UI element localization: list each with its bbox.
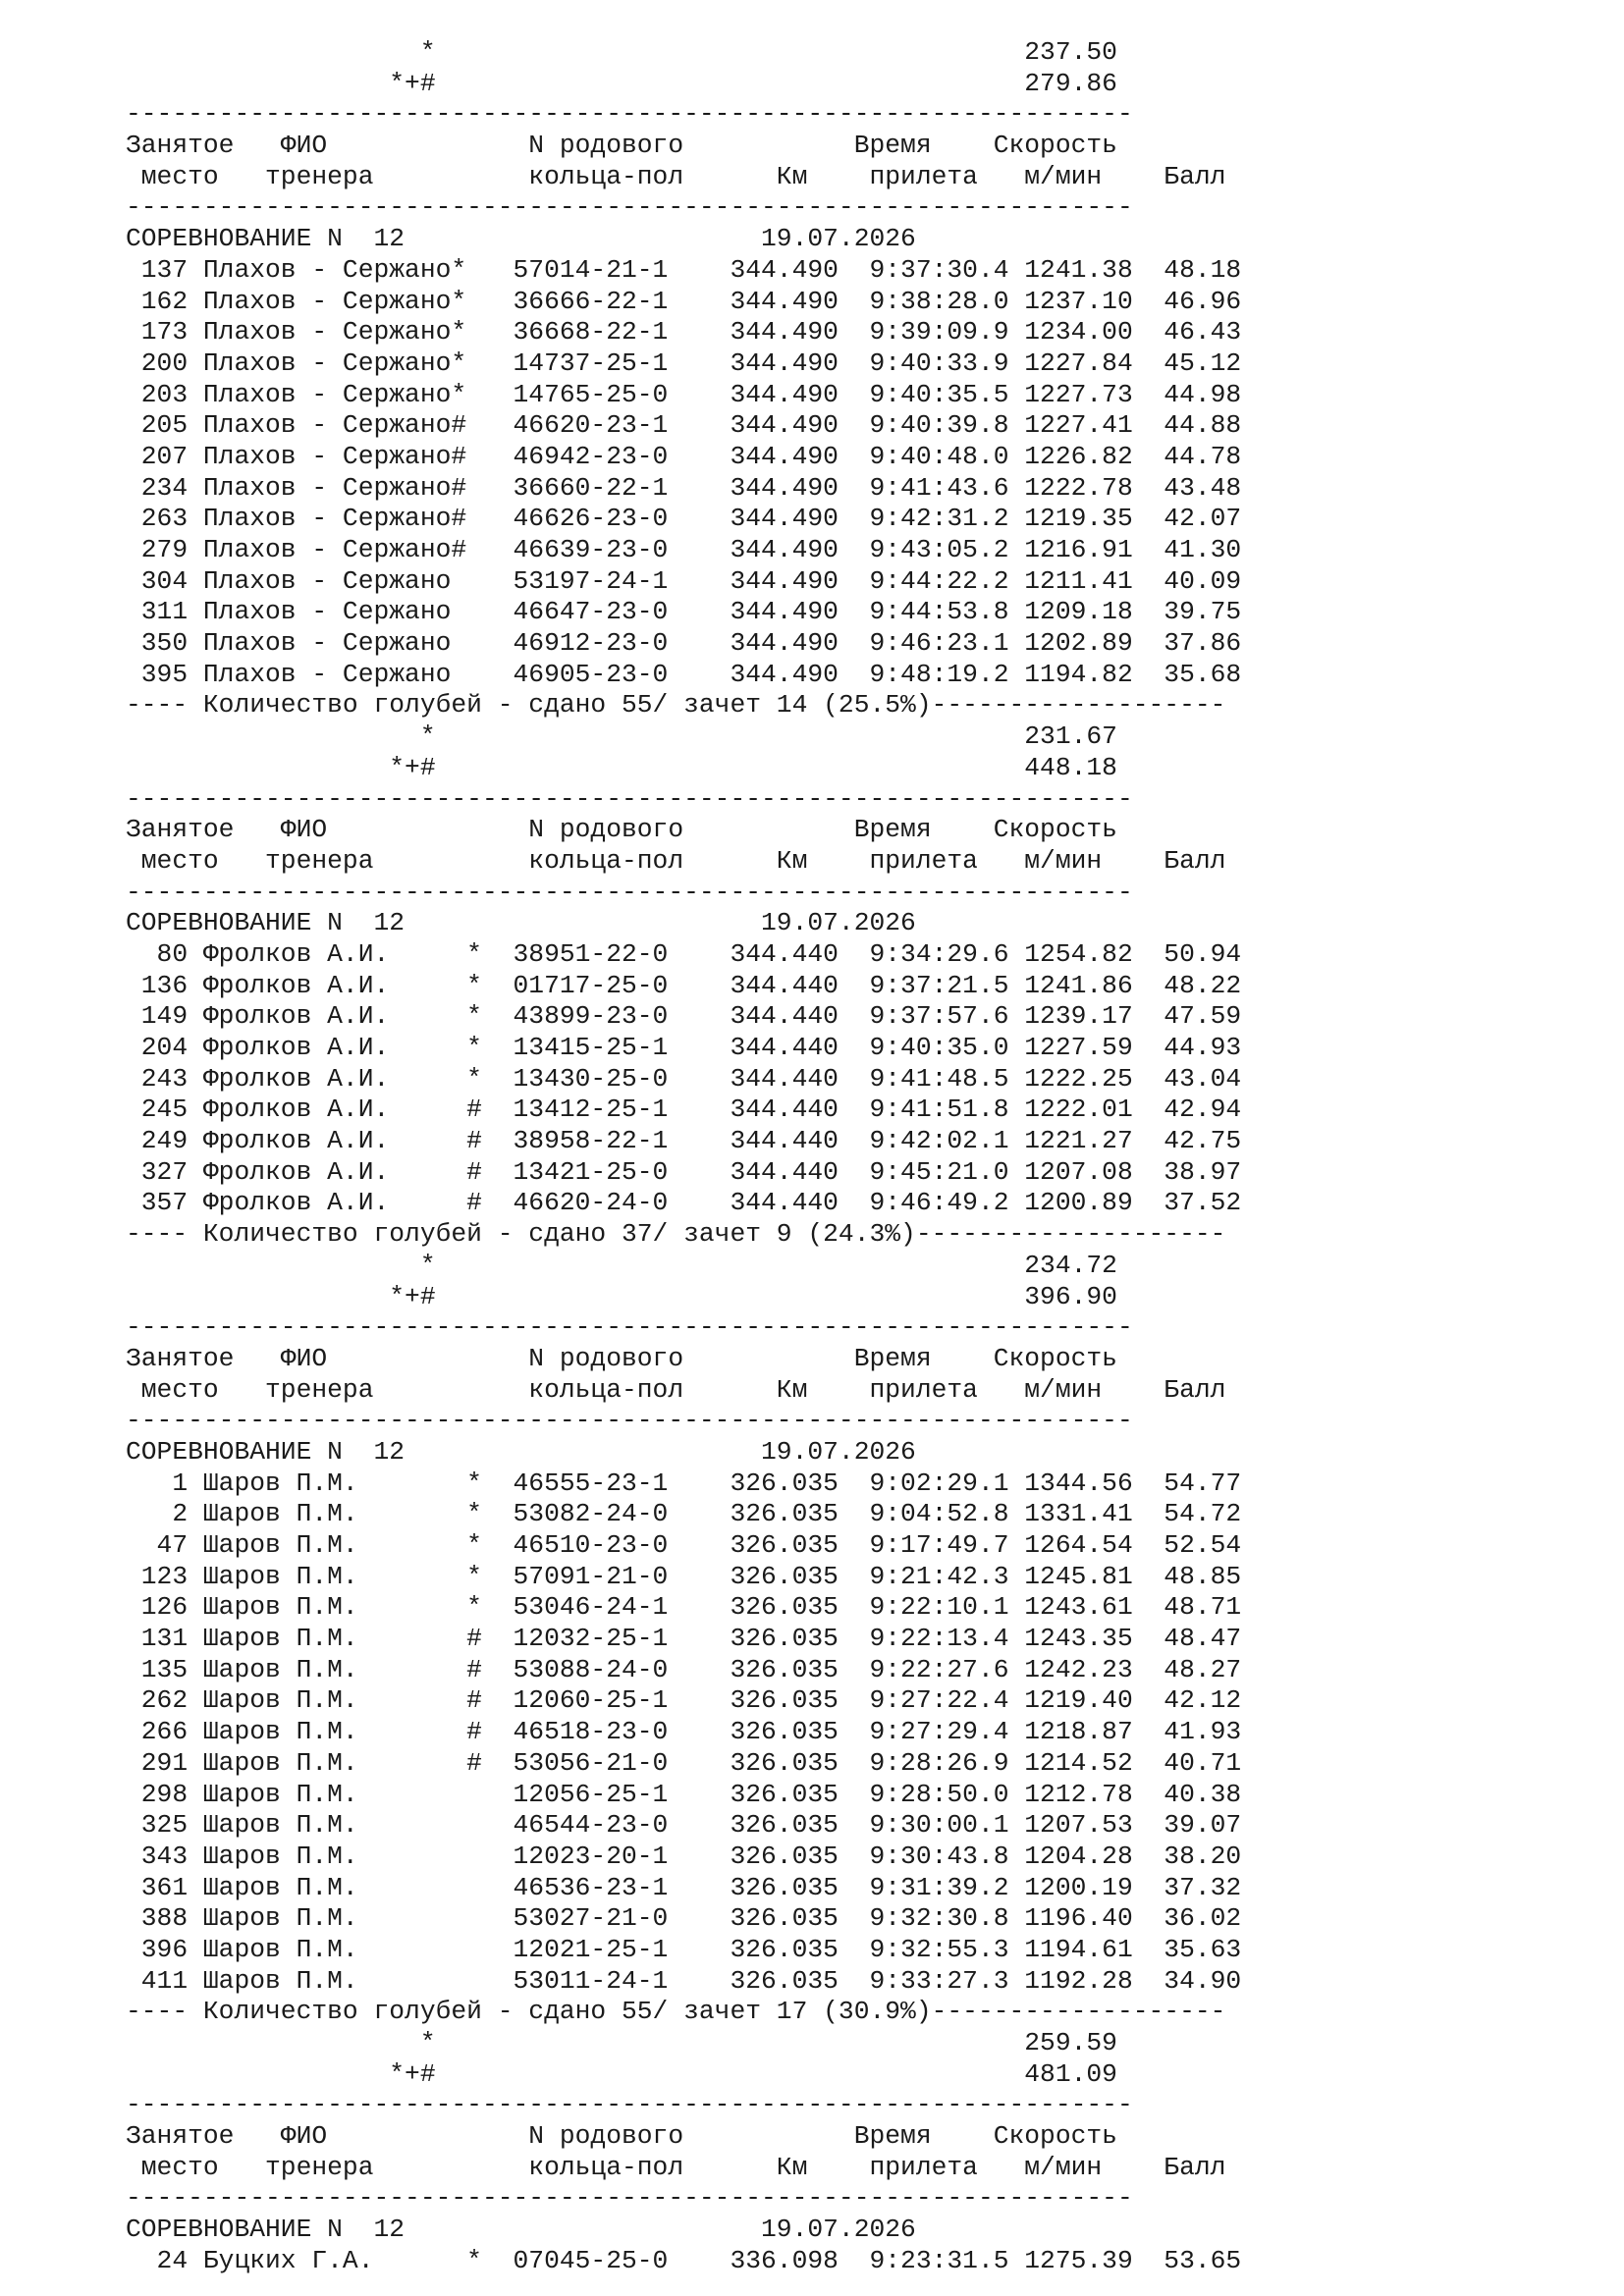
- result-row: 203 Плахов - Сержано* 14765-25-0 344.490 9:40:35.5 1227.73 44.98: [126, 379, 1242, 409]
- column-header-row: Занятое ФИО N родового Время Скорость: [126, 2121, 1117, 2152]
- result-row: 131 Шаров П.М. # 12032-25-1 326.035 9:22:13.4 1243.35 48.47: [126, 1624, 1242, 1654]
- result-row: 149 Фролков А.И. * 43899-23-0 344.440 9:37:57.6 1239.17 47.59: [126, 1001, 1242, 1032]
- result-row: 162 Плахов - Сержано* 36666-22-1 344.490 9:38:28.0 1237.10 46.96: [126, 286, 1242, 316]
- result-row: 136 Фролков А.И. * 01717-25-0 344.440 9:37:21.5 1241.86 48.22: [126, 970, 1242, 1000]
- results-printout: [126, 37, 1241, 2277]
- result-row: 245 Фролков А.И. # 13412-25-1 344.440 9:41:51.8 1222.01 42.94: [126, 1095, 1242, 1125]
- separator-line: -----------------------------------------------------------------: [126, 783, 1133, 814]
- result-row: 357 Фролков А.И. # 46620-24-0 344.440 9:46:49.2 1200.89 37.52: [126, 1188, 1242, 1218]
- total-line: *+# 279.86: [126, 68, 1117, 98]
- result-row: 298 Шаров П.М. 12056-25-1 326.035 9:28:50.0 1212.78 40.38: [126, 1779, 1242, 1809]
- result-row: 343 Шаров П.М. 12023-20-1 326.035 9:30:43.8 1204.28 38.20: [126, 1841, 1242, 1871]
- total-line: * 231.67: [126, 721, 1117, 752]
- separator-line: -----------------------------------------------------------------: [126, 2183, 1133, 2214]
- column-header-row: место тренера кольца-пол Км прилета м/мин Балл: [126, 1374, 1226, 1405]
- column-header-row: место тренера кольца-пол Км прилета м/мин Балл: [126, 161, 1226, 191]
- total-line: *+# 448.18: [126, 752, 1117, 782]
- result-row: 135 Шаров П.М. # 53088-24-0 326.035 9:22:27.6 1242.23 48.27: [126, 1654, 1242, 1684]
- result-row: 234 Плахов - Сержано# 36660-22-1 344.490 9:41:43.6 1222.78 43.48: [126, 472, 1242, 503]
- result-row: 411 Шаров П.М. 53011-24-1 326.035 9:33:27.3 1192.28 34.90: [126, 1965, 1242, 1996]
- result-row: 291 Шаров П.М. # 53056-21-0 326.035 9:28:26.9 1214.52 40.71: [126, 1747, 1242, 1778]
- competition-header: СОРЕВНОВАНИЕ N 12 19.07.2026: [126, 2215, 916, 2245]
- result-row: 263 Плахов - Сержано# 46626-23-0 344.490 9:42:31.2 1219.35 42.07: [126, 504, 1242, 534]
- result-row: 304 Плахов - Сержано 53197-24-1 344.490 9:44:22.2 1211.41 40.09: [126, 565, 1242, 596]
- column-header-row: Занятое ФИО N родового Время Скорость: [126, 1343, 1117, 1373]
- separator-line: -----------------------------------------------------------------: [126, 2090, 1133, 2120]
- result-row: 266 Шаров П.М. # 46518-23-0 326.035 9:27:29.4 1218.87 41.93: [126, 1717, 1242, 1747]
- result-row: 395 Плахов - Сержано 46905-23-0 344.490 9:48:19.2 1194.82 35.68: [126, 659, 1242, 689]
- summary-line: ---- Количество голубей - сдано 37/ зачет 9 (24.3%)--------------------: [126, 1219, 1226, 1250]
- result-row: 123 Шаров П.М. * 57091-21-0 326.035 9:21:42.3 1245.81 48.85: [126, 1561, 1242, 1591]
- separator-line: -----------------------------------------------------------------: [126, 877, 1133, 907]
- result-row: 47 Шаров П.М. * 46510-23-0 326.035 9:17:49.7 1264.54 52.54: [126, 1530, 1242, 1560]
- separator-line: -----------------------------------------------------------------: [126, 1406, 1133, 1436]
- separator-line: -----------------------------------------------------------------: [126, 192, 1133, 223]
- total-line: * 234.72: [126, 1250, 1117, 1280]
- result-row: 80 Фролков А.И. * 38951-22-0 344.440 9:34:29.6 1254.82 50.94: [126, 938, 1242, 969]
- result-row: 361 Шаров П.М. 46536-23-1 326.035 9:31:39.2 1200.19 37.32: [126, 1872, 1242, 1902]
- column-header-row: Занятое ФИО N родового Время Скорость: [126, 815, 1117, 845]
- competition-header: СОРЕВНОВАНИЕ N 12 19.07.2026: [126, 908, 916, 938]
- result-row: 388 Шаров П.М. 53027-21-0 326.035 9:32:30.8 1196.40 36.02: [126, 1903, 1242, 1934]
- result-row: 207 Плахов - Сержано# 46942-23-0 344.490 9:40:48.0 1226.82 44.78: [126, 441, 1242, 471]
- result-row: 173 Плахов - Сержано* 36668-22-1 344.490 9:39:09.9 1234.00 46.43: [126, 317, 1242, 347]
- result-row: 350 Плахов - Сержано 46912-23-0 344.490 9:46:23.1 1202.89 37.86: [126, 628, 1242, 659]
- column-header-row: место тренера кольца-пол Км прилета м/мин Балл: [126, 845, 1226, 876]
- competition-header: СОРЕВНОВАНИЕ N 12 19.07.2026: [126, 224, 916, 254]
- summary-line: ---- Количество голубей - сдано 55/ зачет 17 (30.9%)-------------------: [126, 1997, 1226, 2027]
- result-row: 327 Фролков А.И. # 13421-25-0 344.440 9:45:21.0 1207.08 38.97: [126, 1156, 1242, 1187]
- result-row: 1 Шаров П.М. * 46555-23-1 326.035 9:02:29.1 1344.56 54.77: [126, 1468, 1242, 1498]
- result-row: 262 Шаров П.М. # 12060-25-1 326.035 9:27:22.4 1219.40 42.12: [126, 1685, 1242, 1716]
- competition-header: СОРЕВНОВАНИЕ N 12 19.07.2026: [126, 1436, 916, 1467]
- result-row: 137 Плахов - Сержано* 57014-21-1 344.490 9:37:30.4 1241.38 48.18: [126, 254, 1242, 285]
- total-line: *+# 481.09: [126, 2058, 1117, 2089]
- result-row: 279 Плахов - Сержано# 46639-23-0 344.490 9:43:05.2 1216.91 41.30: [126, 535, 1242, 564]
- result-row: 24 Буцких Г.А. * 07045-25-0 336.098 9:23:31.5 1275.39 53.65: [126, 2245, 1242, 2275]
- total-line: * 259.59: [126, 2028, 1117, 2057]
- result-row: 311 Плахов - Сержано 46647-23-0 344.490 9:44:53.8 1209.18 39.75: [126, 597, 1242, 627]
- result-row: 2 Шаров П.М. * 53082-24-0 326.035 9:04:52.8 1331.41 54.72: [126, 1499, 1242, 1529]
- result-row: 325 Шаров П.М. 46544-23-0 326.035 9:30:00.1 1207.53 39.07: [126, 1810, 1242, 1841]
- summary-line: ---- Количество голубей - сдано 55/ зачет 14 (25.5%)-------------------: [126, 690, 1226, 721]
- total-line: *+# 396.90: [126, 1281, 1117, 1311]
- result-row: 126 Шаров П.М. * 53046-24-1 326.035 9:22:10.1 1243.61 48.71: [126, 1592, 1242, 1623]
- result-row: 249 Фролков А.И. # 38958-22-1 344.440 9:42:02.1 1221.27 42.75: [126, 1126, 1242, 1156]
- result-row: 200 Плахов - Сержано* 14737-25-1 344.490 9:40:33.9 1227.84 45.12: [126, 347, 1242, 378]
- result-row: 205 Плахов - Сержано# 46620-23-1 344.490 9:40:39.8 1227.41 44.88: [126, 410, 1242, 441]
- result-row: 204 Фролков А.И. * 13415-25-1 344.440 9:40:35.0 1227.59 44.93: [126, 1033, 1242, 1062]
- column-header-row: Занятое ФИО N родового Время Скорость: [126, 131, 1117, 161]
- result-row: 396 Шаров П.М. 12021-25-1 326.035 9:32:55.3 1194.61 35.63: [126, 1934, 1242, 1964]
- separator-line: -----------------------------------------------------------------: [126, 99, 1133, 130]
- total-line: * 237.50: [126, 37, 1117, 67]
- separator-line: -----------------------------------------------------------------: [126, 1312, 1133, 1343]
- result-row: 243 Фролков А.И. * 13430-25-0 344.440 9:41:48.5 1222.25 43.04: [126, 1063, 1242, 1094]
- column-header-row: место тренера кольца-пол Км прилета м/мин Балл: [126, 2152, 1226, 2182]
